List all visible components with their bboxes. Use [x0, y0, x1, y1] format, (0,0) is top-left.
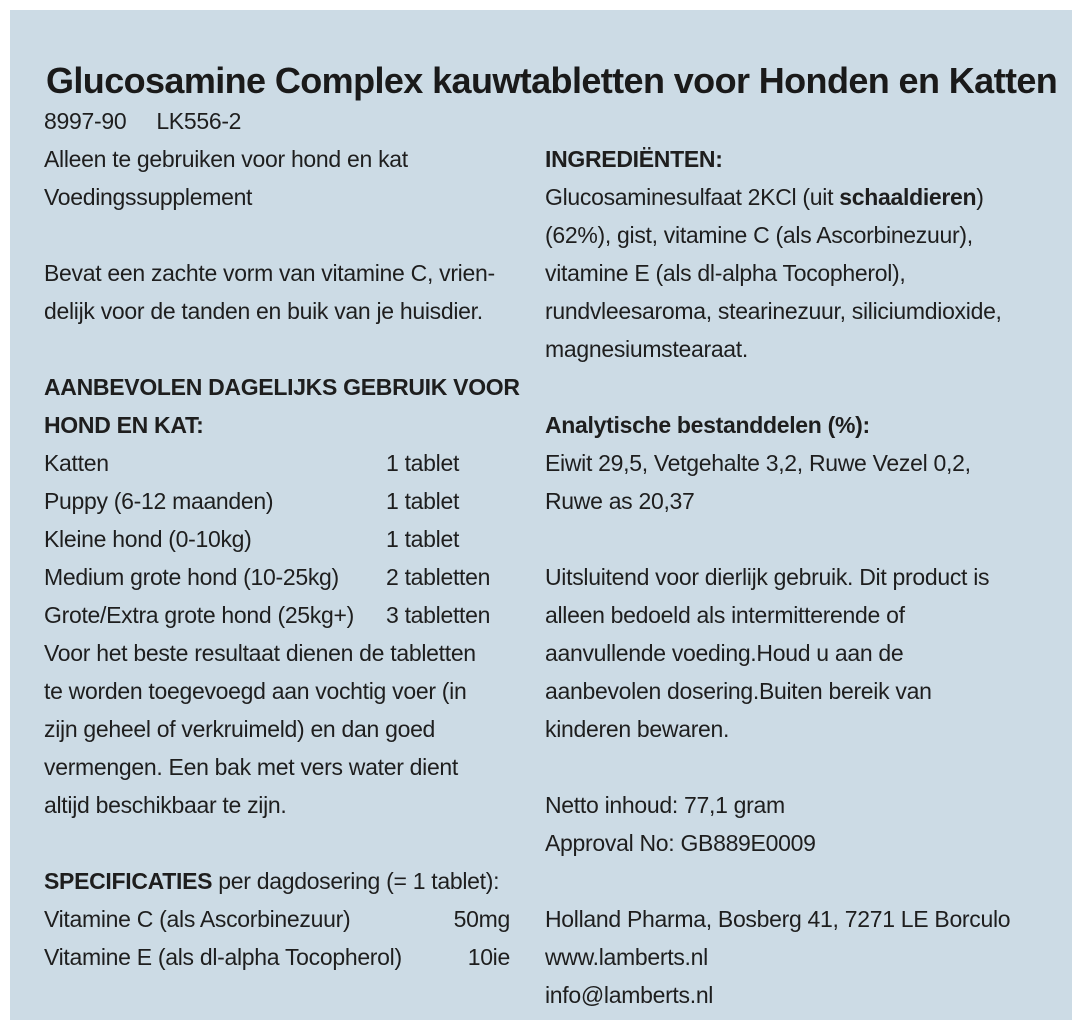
left-column [44, 102, 520, 976]
specs-heading-rest: per dagdosering (= 1 tablet): [212, 868, 500, 894]
dosage-row [44, 596, 514, 634]
specs-heading [44, 862, 514, 900]
ingredients-line: vitamine E (als dl-alpha Tocopherol), [545, 260, 906, 286]
ingredients-line: rundvleesaroma, stearinezuur, siliciumdioxide, [545, 298, 1002, 324]
intro-line: delijk voor de tanden en buik van je huisdier. [44, 298, 483, 324]
instruction-line: te worden toegevoegd aan vochtig voer (in [44, 678, 467, 704]
company-email: info@lamberts.nl [545, 982, 714, 1008]
ingredients-pre: Glucosaminesulfaat 2KCl (uit [545, 184, 840, 210]
instruction-line: vermengen. Een bak met vers water dient [44, 754, 459, 780]
dosage-row [44, 482, 514, 520]
lot-code: LK556-2 [156, 108, 242, 134]
dosage-amount: 1 tablet [386, 526, 460, 552]
dosage-row [44, 558, 514, 596]
company-website: www.lamberts.nl [545, 944, 708, 970]
instruction-line: Voor het beste resultaat dienen de tabletten [44, 640, 476, 666]
disclaimer-line: kinderen bewaren. [545, 716, 730, 742]
specs-heading-bold: SPECIFICATIES [44, 868, 213, 894]
dosage-animal: Medium grote hond (10-25kg) [44, 564, 339, 590]
dosage-amount: 1 tablet [386, 488, 460, 514]
spec-row [44, 900, 514, 938]
ingredients-line: magnesiumstearaat. [545, 336, 748, 362]
analytical-line: Eiwit 29,5, Vetgehalte 3,2, Ruwe Vezel 0,2, [545, 450, 971, 476]
right-column [545, 140, 1050, 1014]
approval-number: Approval No: GB889E0009 [545, 830, 816, 856]
disclaimer-line: aanbevolen dosering.Buiten bereik van [545, 678, 932, 704]
company-address: Holland Pharma, Bosberg 41, 7271 LE Borculo [545, 906, 1011, 932]
dosage-heading: AANBEVOLEN DAGELIJKS GEBRUIK VOOR [44, 374, 520, 400]
analytical-heading: Analytische bestanddelen (%): [545, 412, 870, 438]
dosage-amount: 2 tabletten [386, 564, 491, 590]
dosage-amount: 3 tabletten [386, 602, 491, 628]
dosage-heading: HOND EN KAT: [44, 412, 204, 438]
spec-name: Vitamine C (als Ascorbinezuur) [44, 906, 351, 932]
dosage-animal: Puppy (6-12 maanden) [44, 488, 274, 514]
instruction-line: zijn geheel of verkruimeld) en dan goed [44, 716, 436, 742]
analytical-line: Ruwe as 20,37 [545, 488, 695, 514]
disclaimer-line: aanvullende voeding.Houd u aan de [545, 640, 904, 666]
ingredients-line: (62%), gist, vitamine C (als Ascorbinezuur), [545, 222, 973, 248]
article-code: 8997-90 [44, 108, 127, 134]
spec-row [44, 938, 514, 976]
usage-note: Alleen te gebruiken voor hond en kat [44, 146, 408, 172]
spec-name: Vitamine E (als dl-alpha Tocopherol) [44, 944, 402, 970]
ingredients-heading: INGREDIËNTEN: [545, 146, 723, 172]
ingredients-post: ) [976, 184, 984, 210]
dosage-animal: Kleine hond (0-10kg) [44, 526, 252, 552]
disclaimer-line: Uitsluitend voor dierlijk gebruik. Dit product is [545, 564, 990, 590]
dosage-row [44, 444, 514, 482]
dosage-animal: Katten [44, 450, 109, 476]
spec-value: 10ie [467, 944, 510, 970]
dosage-animal: Grote/Extra grote hond (25kg+) [44, 602, 354, 628]
product-category: Voedingssupplement [44, 184, 253, 210]
product-title: Glucosamine Complex kauwtabletten voor Honden en Katten [46, 60, 1058, 101]
dosage-row [44, 520, 514, 558]
ingredients-line [545, 178, 1050, 216]
intro-line: Bevat een zachte vorm van vitamine C, vrien- [44, 260, 495, 286]
dosage-amount: 1 tablet [386, 450, 460, 476]
instruction-line: altijd beschikbaar te zijn. [44, 792, 287, 818]
net-content: Netto inhoud: 77,1 gram [545, 792, 785, 818]
allergen: schaaldieren [839, 184, 977, 210]
disclaimer-line: alleen bedoeld als intermitterende of [545, 602, 905, 628]
spec-value: 50mg [453, 906, 510, 932]
product-codes [44, 102, 514, 140]
